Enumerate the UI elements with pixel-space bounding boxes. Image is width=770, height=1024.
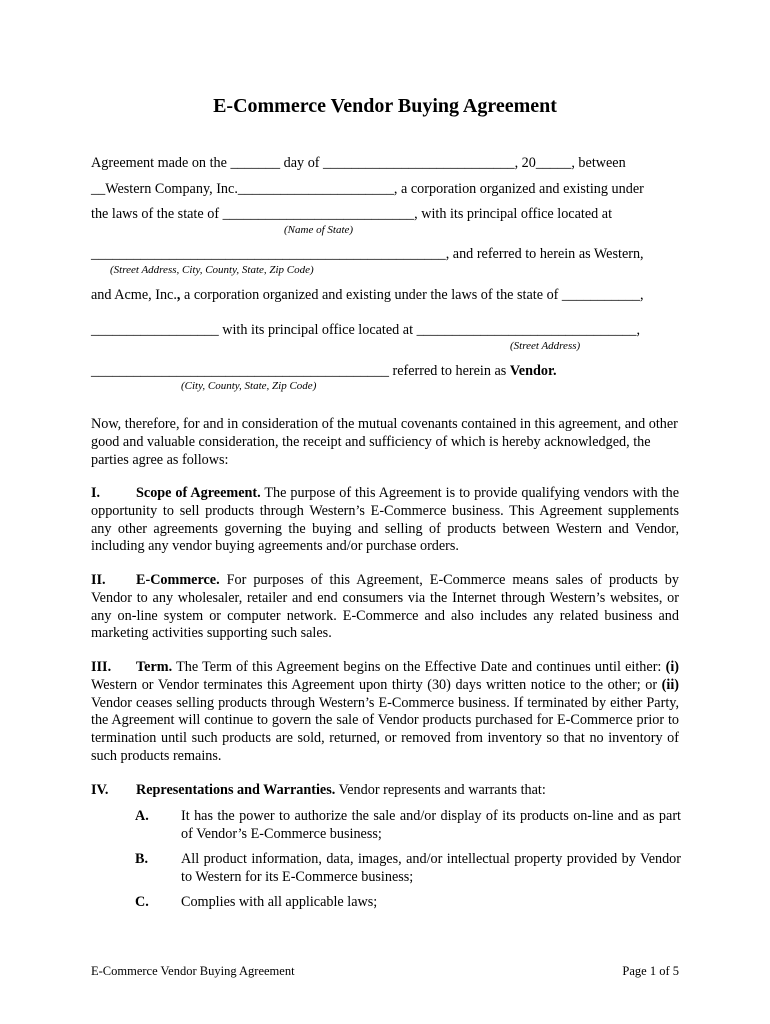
subitem-label: B. <box>135 851 149 867</box>
intro-paragraph: Now, therefore, for and in consideration of the mutual covenants contained in this agreement, and other good and valuable consideration, the receipt and sufficiency of which is hereby acknowledged, the parties agree as follows: <box>91 416 678 468</box>
section-text: The Term of this Agreement begins on the Effective Date and continues until either: <box>172 659 666 675</box>
vendor-comma: , <box>176 287 181 303</box>
section-representations <box>91 782 679 800</box>
preamble-line-2: __Western Company, Inc.______________________, a corporation organized and existing under <box>91 181 644 197</box>
preamble-line-5 <box>91 286 644 304</box>
section-text: For purposes of this Agreement, E-Commerce means sales of products by Vendor to any wholesaler, retailer and end consumers via the Internet through Western’s websites, or any on-line system or computer network. E-Commerce and also includes any related business and marketing activities supporting such sales. <box>91 572 679 642</box>
clause-ii-label: (ii) <box>661 676 679 693</box>
preamble-line-7-text: __________________________________________ referred to herein as <box>91 363 510 379</box>
subitem-label: C. <box>135 894 149 910</box>
caption-street-address-full: (Street Address, City, County, State, Zip Code) <box>110 264 314 276</box>
subitem-text: All product information, data, images, and/or intellectual property provided by Vendor to Western for its E-Commerce business; <box>181 851 681 885</box>
section-ecommerce <box>91 572 679 643</box>
preamble-line-1: Agreement made on the _______ day of ___________________________, 20_____, between <box>91 155 626 171</box>
vendor-defined-term: Vendor. <box>509 363 557 379</box>
caption-name-of-state: (Name of State) <box>284 224 354 236</box>
footer-page-number: Page 1 of 5 <box>622 964 679 978</box>
caption-street-address: (Street Address) <box>510 340 581 352</box>
subitem-label: A. <box>135 808 149 824</box>
section-term <box>91 659 679 766</box>
section-number: IV. <box>91 782 109 798</box>
section-number: II. <box>91 572 106 588</box>
preamble-line-5-rest: a corporation organized and existing under the laws of the state of ___________, <box>180 287 644 303</box>
footer-title: E-Commerce Vendor Buying Agreement <box>91 964 295 978</box>
preamble-line-6: __________________ with its principal office located at _______________________________, <box>91 322 641 338</box>
subitem-c <box>135 894 681 912</box>
subitem-text: It has the power to authorize the sale and/or display of its products on-line and as part of Vendor’s E-Commerce business; <box>181 808 681 842</box>
section-text: The purpose of this Agreement is to provide qualifying vendors with the opportunity to sell products through Western’s E-Commerce business. This Agreement supplements any other agreements governing the buying and selling of products between Western and Vendor, including any vendor buying agreements and/or purchase orders. <box>91 485 679 555</box>
section-heading: Representations and Warranties. <box>136 782 336 798</box>
subitem-a <box>135 808 681 844</box>
subitem-b <box>135 851 681 887</box>
section-heading: Term. <box>136 659 173 675</box>
preamble-line-4: __________________________________________________, and referred to herein as Western, <box>91 246 644 262</box>
vendor-name: and Acme, Inc. <box>91 287 177 303</box>
section-heading: Scope of Agreement. <box>136 485 261 501</box>
section-scope <box>91 485 679 556</box>
caption-city-county: (City, County, State, Zip Code) <box>181 380 317 392</box>
document-title: E-Commerce Vendor Buying Agreement <box>213 95 557 117</box>
clause-i-label: (i) <box>665 659 679 675</box>
section-number: I. <box>91 485 101 501</box>
section-text: Vendor represents and warrants that: <box>335 782 546 798</box>
section-heading: E-Commerce. <box>136 572 220 588</box>
preamble-line-3: the laws of the state of ___________________________, with its principal office located at <box>91 206 613 222</box>
subitem-text: Complies with all applicable laws; <box>181 894 378 910</box>
section-text: Western or Vendor terminates this Agreement upon thirty (30) days written notice to the other; or <box>91 676 662 693</box>
section-number: III. <box>91 659 112 675</box>
preamble-line-7 <box>91 362 557 380</box>
section-text: Vendor ceases selling products through Western’s E-Commerce business. If terminated by either Party, the Agreement will continue to govern the sale of Vendor products purchased for E-Commerce prior to termination until such products are sold, returned, or removed from inventory so that no inventory of such products remains. <box>91 694 679 764</box>
